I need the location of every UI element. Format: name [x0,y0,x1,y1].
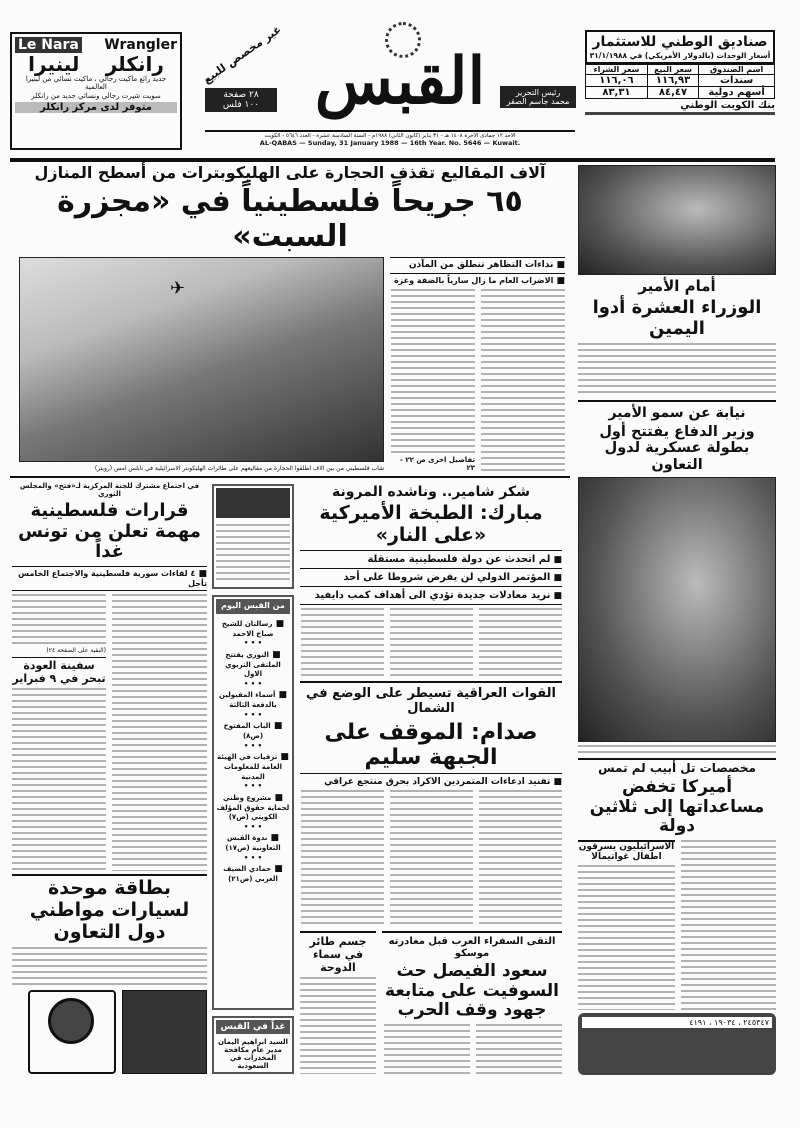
lead-bullet: ■ الاضراب العام ما زال سارياً بالضفة وغزة [390,273,565,286]
tunis-body [12,594,106,644]
ad-brand-lenara: Le Nara [15,37,82,53]
saddam-kicker: القوات العراقية تسيطر على الوضع في الشمال [300,681,562,717]
saddam-bullet: ■ تفنيد ادعاءات المتمردين الاكراد بحرق منتجع عراقي [300,773,562,787]
logo: القبس [314,44,486,119]
price-box [205,88,277,112]
th-fund: اسم الصندوق [699,64,775,74]
editor-box [500,86,576,108]
bottom-left-ad[interactable] [28,990,116,1074]
mubarak-bullet: ■ لم اتحدث عن دولة فلسطينية مستقلة [300,550,562,565]
lead-more: تفاصيل اخرى ص ٢٢ - ٢٣ [400,456,475,472]
saud-body [384,1024,470,1074]
right-column [578,165,776,1075]
ufo-body [300,977,376,1074]
tunis-body [112,594,207,871]
middle-column [212,484,294,1074]
today-box: من القبس اليوم ■ رسالتان للشيخ صباح الاحمد • • • ■ النوري يفتتح الملتقى التربوي الاول • • • ■ أسماء المقبولين بالدفعة الثالثة • • • ■ الباب المفتوح (ص٨) • • • ■ ترقيات في الهيئة العامة للمعلومات المدنية • • • ■ مشروع وطني لحماية حقوق المؤلف الكويتي (ص٧) • • • ■ ندوة القبس التعاونية (ص١٧) • • • ■ حمادي الضيف العربي (ص٢١) [212,595,294,1010]
mubarak-body [390,608,473,678]
card-body [12,947,207,987]
fund-sell: ٨٤,٤٧ [647,86,698,98]
ship-body [12,688,106,871]
fund-table [585,64,775,99]
fund-buy: ٨٣,٣١ [586,86,648,98]
ad-phone: ٢٤٥٣٤٧ ، ١٩٠٣٤ ، ٤١٩١ [582,1017,772,1028]
amir-kicker: أمام الأمير [638,277,716,295]
amir-body [578,343,776,397]
today-item[interactable]: ■ ترقيات في الهيئة العامة للمعلومات المدنية [216,751,290,782]
today-item[interactable]: ■ أسماء المقبولين بالدفعة الثالثة [216,689,290,711]
saud-kicker: التقى السفراء العرب قبل مغادرته موسكو [382,931,562,959]
usaid-body [681,840,776,1010]
editor-name: محمد جاسم الصقر [506,97,570,106]
divider [578,400,776,402]
lead-story [15,164,565,472]
ad-logo-icon [48,998,94,1044]
today-item[interactable]: ■ الباب المفتوح (ص٨) [216,720,290,742]
mubarak-body [301,608,384,678]
column-logo [216,488,290,518]
saddam-body [301,790,384,928]
lead-caption: شاب فلسطيني من بين الاف اطلقوا الحجارة من مقاليعهم على طائرات الهليكوبتر الاسرائيلية في نابلس امس (رويتر) [94,464,384,472]
today-item[interactable]: ■ ندوة القبس التعاونية (ص١٧) [216,832,290,854]
usaid-kicker: مخصصات تل أبيب لم تمس [578,758,776,776]
center-column [300,484,562,1074]
fund-prices-box [585,30,775,115]
today-item[interactable]: ■ رسالتان للشيخ صباح الاحمد [216,618,290,640]
column-body [216,524,290,582]
today-item[interactable]: ■ حمادي الضيف العربي (ص٢١) [216,863,290,885]
masthead-rule [10,158,775,162]
lead-kicker: آلاف المقاليع تقذف الحجارة على الهليكوبترات من أسطح المنازل [34,163,546,182]
tomorrow-title: غداً في القبس [216,1020,290,1034]
left-column [12,482,207,1074]
mubarak-headline: مبارك: الطبخة الأميركية «على النار» [319,502,543,546]
not-for-sale: غير مخصص للبيع [200,22,284,87]
th-buy: سعر الشراء [586,64,648,74]
lead-bullet: ■ نداءات التظاهر تنطلق من المآذن [390,257,565,270]
usaid-side-headline: الاسرائيليون يسرقون اطفال غواتيمالا [578,842,675,862]
date-english: AL-QABAS — Sunday, 31 January 1988 — 16th Year. No. 5646 — Kuwait. [259,138,521,147]
price: ١٠٠ فلس [222,100,260,110]
fund-buy: ١١٦,٠٦ [586,74,648,86]
saud-body [476,1024,562,1074]
card-headline: بطاقة موحدة لسيارات مواطني دول التعاون [12,874,207,944]
dateline [205,133,575,147]
lead-body [391,289,475,453]
mubarak-body [479,608,562,678]
ad-ar2: لينيرا [28,52,80,76]
divider [10,476,570,478]
today-item[interactable]: ■ مشروع وطني لحماية حقوق المؤلف الكويتي (ص٧) [216,792,290,823]
divider [585,112,775,115]
bank-name: بنك الكويت الوطني [680,99,775,111]
defense-body [578,745,776,755]
gifts-ad[interactable] [122,990,207,1074]
tunis-more: (البقية على الصفحة ٢٤) [46,647,106,655]
pages-count: ٢٨ صفحة [223,90,259,100]
tunis-headline: قرارات فلسطينية مهمة تعلن من تونس غداً [18,500,201,563]
ad-desc2: سويت شيرت رجالي ونسائي جديد من رانكلر [31,91,161,100]
defense-photo [578,477,776,742]
fund-sell: ١١٦,٩٣ [647,74,698,86]
amir-headline2: وزير الدفاع يفتتح أول بطولة عسكرية لدول التعاون [599,423,755,474]
usaid-headline: أميركا تخفض مساعداتها إلى ثلاثين دولة [589,777,765,837]
amir-kicker2: نيابة عن سمو الأمير [608,404,746,421]
th-sell: سعر البيع [647,64,698,74]
ad-brand-wrangler: Wrangler [104,37,177,53]
saddam-body [479,790,562,928]
ad-ar1: رانكلر [105,52,164,76]
divider [205,130,575,132]
tunis-kicker: في اجتماع مشترك للجنة المركزية لـ«فتح» والمجلس الثوري [19,482,200,498]
fund-name: سندات [699,74,775,86]
tunis-bullet: ■ ٤ لقاءات سورية فلسطينية والاجتماع الخامس تأجل [12,566,207,591]
tomorrow-box [212,1016,294,1074]
lead-headline: ٦٥ جريحاً فلسطينياً في «مجزرة السبت» [57,184,523,254]
usaid-side-body [578,865,675,1010]
fund-title: صناديق الوطني للاستثمار [592,34,768,50]
bottom-right-ad[interactable] [578,1013,776,1075]
mubarak-bullet: ■ المؤتمر الدولي لن يفرض شروطا على أحد [300,568,562,583]
ad-available: متوفر لدى مركز رانكلر [15,102,177,113]
editor-label: رئيس التحرير [515,88,561,97]
column-box [212,484,294,589]
wrangler-ad[interactable] [10,32,182,150]
today-title: من القبس اليوم [216,599,290,614]
mubarak-kicker: شكر شامير.. وناشده المرونة [332,484,530,500]
ufo-headline: جسم طائر في سماء الدوحة [300,931,376,974]
mubarak-bullet: ■ نريد معادلات جديدة تؤدي الى أهداف كمب دايفيد [300,586,562,605]
lead-photo [19,257,384,461]
today-item[interactable]: ■ النوري يفتتح الملتقى التربوي الاول [216,649,290,680]
tomorrow-text: السيد ابراهيم اليمان مدير عام مكافحة المخدرات في السعودية [217,1038,289,1070]
lead-body [481,289,565,472]
amir-headline: الوزراء العشرة أدوا اليمين [592,297,762,339]
ad-desc: جديد رائع ماكيت رجالي ، ماكيت نسائي من لينيرا العالمية [25,75,167,92]
ministers-photo [578,165,776,275]
saddam-body [390,790,473,928]
date-arabic: الاحد ١٢ جمادى الاخرة ١٤٠٨ هـ - ٣١ يناير (كانون الثاني) ١٩٨٨م - السنة السادسة عشرة - العدد ٥٦٤٦ - الكويت [264,133,516,139]
helicopter-icon: ✈ [170,278,186,300]
ship-headline: سفينة العودة تبحر في ٩ فبراير [12,659,106,685]
fund-subtitle: أسعار الوحدات (بالدولار الأمريكي) في ٣١/١/١٩٨٨ [589,50,771,60]
saddam-headline: صدام: الموقف على الجبهة سليم [324,719,538,770]
saud-headline: سعود الفيصل حث السوفيت على متابعة جهود وقف الحرب [385,961,559,1021]
fund-name: أسهم دولية [699,86,775,98]
